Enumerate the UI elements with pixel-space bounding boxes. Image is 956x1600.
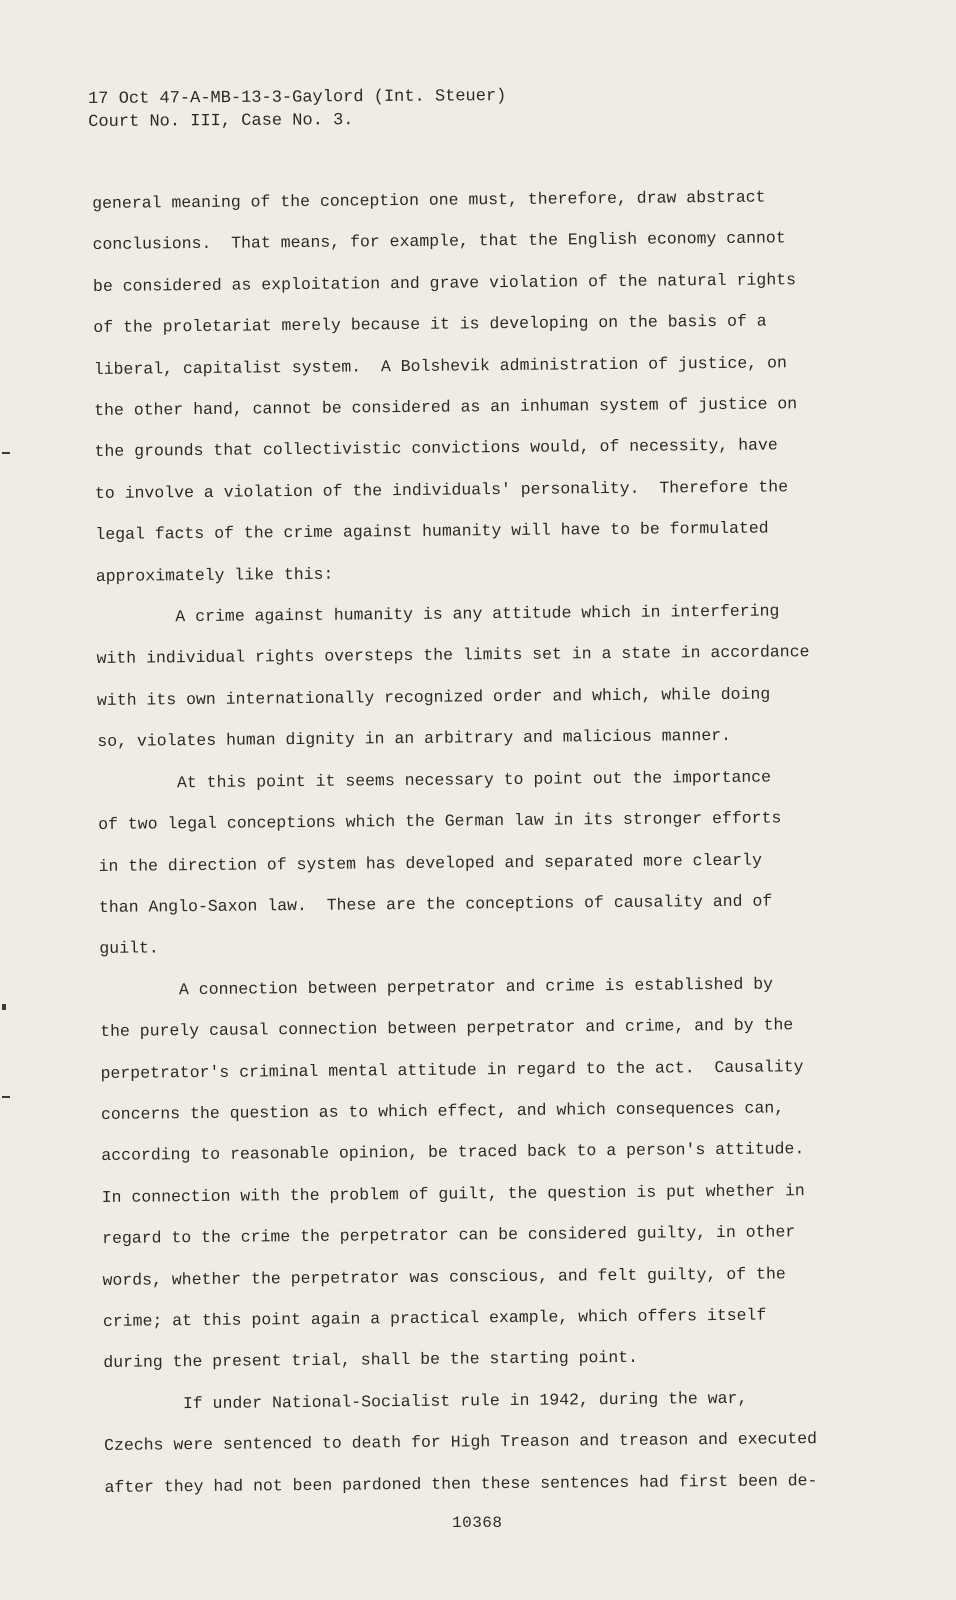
body-line: liberal, capitalist system. A Bolshevik administration of justice, on xyxy=(93,352,787,379)
body-line: to involve a violation of the individuals' personality. Therefore the xyxy=(94,477,789,503)
body-line: At this point it seems necessary to point out the importance xyxy=(97,767,772,793)
body-line: during the present trial, shall be the starting point. xyxy=(103,1348,639,1373)
body-line: of the proletariat merely because it is developing on the basis of a xyxy=(93,311,767,338)
body-line: Czechs were sentenced to death for High Treason and treason and executed xyxy=(104,1429,818,1456)
body-line: crime; at this point again a practical example, which offers itself xyxy=(102,1305,767,1331)
body-line: approximately like this: xyxy=(95,564,334,586)
body-line: guilt. xyxy=(99,938,159,959)
margin-mark xyxy=(2,1004,6,1010)
body-line: A crime against humanity is any attitude which in interfering xyxy=(96,601,780,628)
body-line: be considered as exploitation and grave violation of the natural rights xyxy=(92,270,797,296)
body-line: legal facts of the crime against humanity will have to be formulated xyxy=(95,518,769,545)
body-line: perpetrator's criminal mental attitude in regard to the act. Causality xyxy=(100,1056,804,1083)
body-line: after they had not been pardoned then these sentences had first been de- xyxy=(104,1470,818,1497)
document-body xyxy=(92,176,875,1508)
body-line: A connection between perpetrator and crime is established by xyxy=(99,974,774,1000)
body-line: the grounds that collectivistic convictions would, of necessity, have xyxy=(94,435,778,462)
body-line: concerns the question as to which effect, and which consequences can, xyxy=(100,1098,785,1124)
body-line: than Anglo-Saxon law. These are the conceptions of causality and of xyxy=(98,891,773,917)
body-line: so, violates human dignity in an arbitrary and malicious manner. xyxy=(97,726,732,752)
body-line: with its own internationally recognized order and which, while doing xyxy=(96,684,771,710)
body-line: according to reasonable opinion, be traced back to a person's attitude. xyxy=(101,1139,805,1166)
page-number: 10368 xyxy=(452,1514,503,1532)
body-line: regard to the crime the perpetrator can be considered guilty, in other xyxy=(102,1222,796,1249)
body-line: conclusions. That means, for example, that the English economy cannot xyxy=(92,228,786,255)
margin-mark xyxy=(2,452,10,454)
body-line: with individual rights oversteps the limits set in a state in accordance xyxy=(96,642,810,669)
court-case-label: Court No. III, Case No. 3. xyxy=(88,111,354,132)
body-line: If under National-Socialist rule in 1942, during the war, xyxy=(103,1388,748,1414)
body-line: words, whether the perpetrator was conscious, and felt guilty, of the xyxy=(102,1263,786,1290)
case-reference: 17 Oct 47-A-MB-13-3-Gaylord (Int. Steuer) xyxy=(88,87,507,109)
body-line: In connection with the problem of guilt, the question is put whether in xyxy=(101,1180,805,1207)
body-line: the purely causal connection between perpetrator and crime, and by the xyxy=(100,1015,794,1042)
document-header xyxy=(88,85,507,134)
margin-mark xyxy=(2,1096,10,1098)
body-line: of two legal conceptions which the German law in its stronger efforts xyxy=(98,808,782,835)
body-line: general meaning of the conception one must, therefore, draw abstract xyxy=(92,187,766,213)
body-line: the other hand, cannot be considered as an inhuman system of justice on xyxy=(94,394,798,421)
body-line: in the direction of system has developed and separated more clearly xyxy=(98,850,763,876)
